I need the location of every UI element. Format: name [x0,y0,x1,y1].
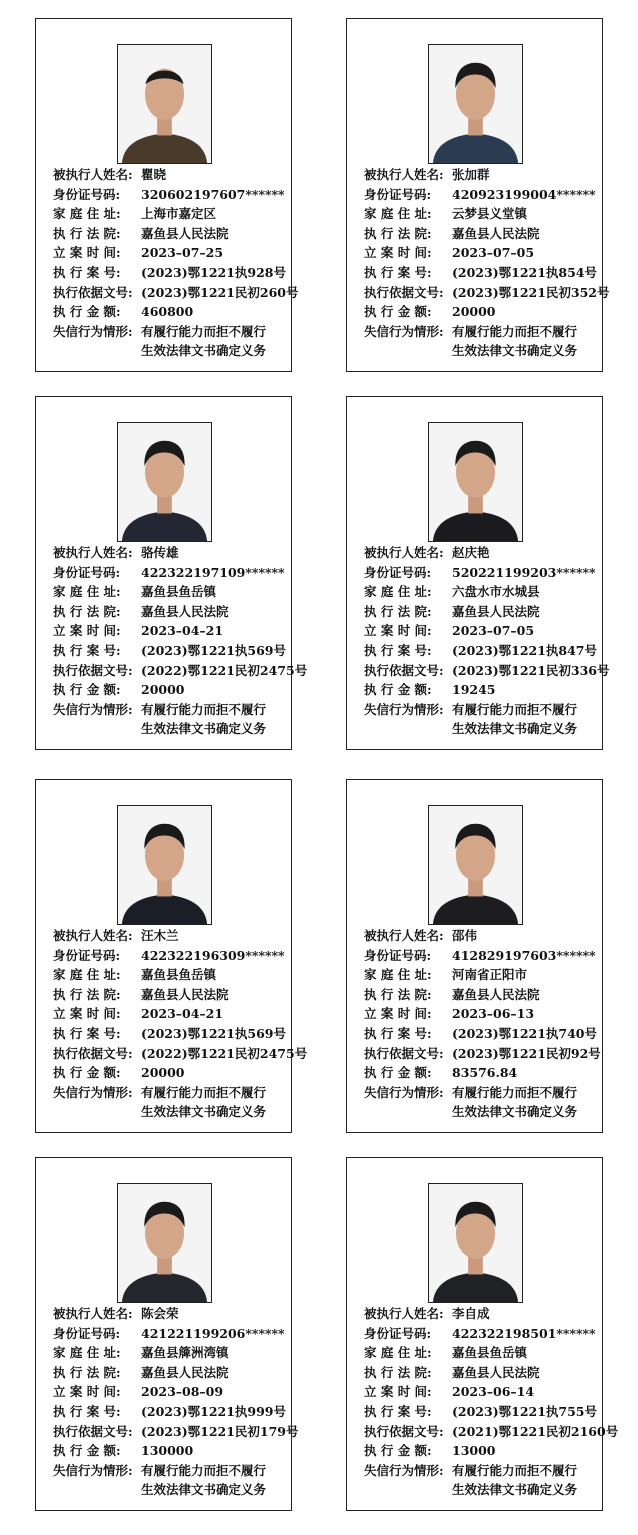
id-row [364,563,602,583]
behavior-row [53,700,291,720]
basis-number-label: 执行依据文号: [364,1423,444,1439]
name-label: 被执行人姓名: [53,545,133,560]
name-value: 骆传雄 [141,545,179,560]
filing-date-label: 立 案 时 间: [53,245,121,261]
basis-number-row [53,1422,299,1442]
amount-row [53,302,291,322]
id-value: 520221199203****** [452,564,596,580]
address-label: 家 庭 住 址: [53,584,121,600]
name-label: 被执行人姓名: [53,928,133,943]
id-value: 422322198501****** [452,1325,596,1341]
id-label: 身份证号码: [364,186,432,202]
basis-number-label: 执行依据文号: [53,662,133,678]
case-number-label: 执 行 案 号: [53,264,121,280]
name-label: 被执行人姓名: [364,167,444,182]
name-value: 张加群 [452,167,490,182]
debtor-card-8 [346,1157,619,1511]
address-row [364,582,602,602]
court-label: 执 行 法 院: [53,1364,121,1380]
filing-date-label: 立 案 时 间: [53,1384,121,1400]
amount-row [364,302,602,322]
behavior-row [364,1461,602,1481]
behavior-value-continued: 生效法律文书确定义务 [141,1104,267,1120]
basis-number-value: (2023)鄂1221民初260号 [141,284,299,300]
basis-number-row [364,283,610,303]
id-row [364,1324,602,1344]
court-label: 执 行 法 院: [364,603,432,619]
behavior-label: 失信行为情形: [364,323,444,339]
portrait-photo [428,805,523,925]
behavior-row [364,1083,602,1103]
id-label: 身份证号码: [53,564,121,580]
basis-number-row [53,1044,308,1064]
amount-row [364,680,602,700]
basis-number-label: 执行依据文号: [364,284,444,300]
id-label: 身份证号码: [53,947,121,963]
case-number-value: (2023)鄂1221执928号 [141,264,287,280]
filing-date-row [53,1382,291,1402]
case-number-label: 执 行 案 号: [364,1025,432,1041]
court-row [53,1363,291,1383]
amount-row [53,1063,291,1083]
portrait-photo [117,805,212,925]
filing-date-value: 2023–06–13 [452,1006,535,1022]
case-number-label: 执 行 案 号: [53,642,121,658]
filing-date-label: 立 案 时 间: [53,1006,121,1022]
portrait-photo [117,1183,212,1303]
amount-row [364,1063,602,1083]
case-number-value: (2023)鄂1221执740号 [452,1025,598,1041]
basis-number-row [53,283,299,303]
name-row [364,165,602,185]
address-label: 家 庭 住 址: [364,206,432,222]
case-number-label: 执 行 案 号: [53,1025,121,1041]
amount-value: 13000 [452,1443,496,1459]
behavior-row [53,1083,291,1103]
address-value: 上海市嘉定区 [141,206,217,222]
behavior-value: 有履行能力而拒不履行 [141,1462,267,1478]
behavior-value-continued: 生效法律文书确定义务 [141,343,267,359]
behavior-row [53,1461,291,1481]
portrait-photo [117,44,212,164]
basis-number-value: (2022)鄂1221民初2475号 [141,1045,308,1061]
case-number-row [53,641,291,661]
address-label: 家 庭 住 址: [53,1345,121,1361]
name-value: 李自成 [452,1306,490,1321]
court-row [53,602,291,622]
case-number-row [364,1402,602,1422]
id-row [53,563,291,583]
portrait-photo [428,44,523,164]
basis-number-value: (2023)鄂1221民初179号 [141,1423,299,1439]
basis-number-value: (2023)鄂1221民初352号 [452,284,610,300]
amount-label: 执 行 金 额: [364,304,432,320]
case-number-row [364,641,602,661]
address-row [364,1343,602,1363]
amount-label: 执 行 金 额: [53,1065,121,1081]
basis-number-row [364,1044,602,1064]
debtor-card-4 [346,396,610,750]
behavior-value-continued: 生效法律文书确定义务 [452,721,578,737]
court-value: 嘉鱼县人民法院 [141,225,229,241]
id-label: 身份证号码: [53,186,121,202]
id-value: 320602197607****** [141,186,285,202]
behavior-label: 失信行为情形: [364,1084,444,1100]
court-value: 嘉鱼县人民法院 [452,225,540,241]
name-value: 陈会荣 [141,1306,179,1321]
address-row [53,582,291,602]
filing-date-row [364,621,602,641]
filing-date-label: 立 案 时 间: [364,623,432,639]
person-silhouette-icon [118,806,211,924]
court-value: 嘉鱼县人民法院 [141,986,229,1002]
amount-value: 83576.84 [452,1065,518,1081]
basis-number-row [364,1422,619,1442]
address-label: 家 庭 住 址: [364,967,432,983]
filing-date-value: 2023–08–09 [141,1384,224,1400]
court-label: 执 行 法 院: [53,225,121,241]
address-row [53,965,291,985]
address-label: 家 庭 住 址: [364,584,432,600]
id-row [364,185,602,205]
case-number-label: 执 行 案 号: [364,264,432,280]
behavior-value-continued: 生效法律文书确定义务 [452,343,578,359]
basis-number-row [53,661,308,681]
filing-date-value: 2023–07–05 [452,623,535,639]
court-value: 嘉鱼县人民法院 [141,603,229,619]
basis-number-label: 执行依据文号: [364,662,444,678]
amount-label: 执 行 金 额: [53,682,121,698]
amount-value: 460800 [141,304,194,320]
amount-label: 执 行 金 额: [364,1443,432,1459]
court-row [364,1363,602,1383]
filing-date-row [53,1004,291,1024]
amount-label: 执 行 金 额: [364,1065,432,1081]
amount-row [53,680,291,700]
case-number-value: (2023)鄂1221执569号 [141,642,287,658]
filing-date-value: 2023–06–14 [452,1384,535,1400]
basis-number-row [364,661,610,681]
name-row [364,926,602,946]
basis-number-label: 执行依据文号: [364,1045,444,1061]
address-value: 六盘水市水城县 [452,584,540,600]
basis-number-label: 执行依据文号: [53,1045,133,1061]
person-silhouette-icon [429,806,522,924]
amount-label: 执 行 金 额: [53,304,121,320]
court-row [364,985,602,1005]
address-value: 云梦县义堂镇 [452,206,528,222]
court-value: 嘉鱼县人民法院 [452,603,540,619]
court-row [364,602,602,622]
filing-date-row [364,1004,602,1024]
address-row [364,204,602,224]
address-value: 嘉鱼县鱼岳镇 [452,1345,528,1361]
case-number-value: (2023)鄂1221执999号 [141,1403,287,1419]
filing-date-value: 2023–07–05 [452,245,535,261]
behavior-value-continued: 生效法律文书确定义务 [452,1104,578,1120]
court-value: 嘉鱼县人民法院 [141,1364,229,1380]
court-label: 执 行 法 院: [53,986,121,1002]
filing-date-value: 2023–04–21 [141,623,224,639]
id-row [53,185,291,205]
person-silhouette-icon [118,45,211,163]
name-label: 被执行人姓名: [53,167,133,182]
behavior-value: 有履行能力而拒不履行 [452,1462,578,1478]
portrait-photo [117,422,212,542]
behavior-value: 有履行能力而拒不履行 [141,1084,267,1100]
amount-label: 执 行 金 额: [364,682,432,698]
id-label: 身份证号码: [53,1325,121,1341]
behavior-row [364,700,602,720]
case-number-value: (2023)鄂1221执755号 [452,1403,598,1419]
address-value: 嘉鱼县鱼岳镇 [141,967,217,983]
filing-date-row [364,243,602,263]
behavior-value: 有履行能力而拒不履行 [452,701,578,717]
name-value: 邵伟 [452,928,478,943]
id-row [53,1324,291,1344]
name-label: 被执行人姓名: [364,545,444,560]
person-silhouette-icon [118,423,211,541]
portrait-photo [428,1183,523,1303]
debtor-card-6 [346,779,603,1133]
name-row [364,543,602,563]
name-row [364,1304,602,1324]
id-value: 420923199004****** [452,186,596,202]
portrait-photo [428,422,523,542]
behavior-value: 有履行能力而拒不履行 [141,323,267,339]
case-number-row [364,263,602,283]
person-silhouette-icon [429,45,522,163]
name-label: 被执行人姓名: [364,928,444,943]
name-value: 赵庆艳 [452,545,490,560]
amount-label: 执 行 金 额: [53,1443,121,1459]
debtor-card-1 [35,18,299,372]
name-label: 被执行人姓名: [364,1306,444,1321]
behavior-value: 有履行能力而拒不履行 [452,323,578,339]
filing-date-label: 立 案 时 间: [364,1384,432,1400]
person-silhouette-icon [429,1184,522,1302]
person-silhouette-icon [118,1184,211,1302]
basis-number-value: (2021)鄂1221民初2160号 [452,1423,619,1439]
court-label: 执 行 法 院: [364,225,432,241]
id-value: 422322196309****** [141,947,285,963]
amount-value: 20000 [452,304,496,320]
court-value: 嘉鱼县人民法院 [452,1364,540,1380]
filing-date-value: 2023–04–21 [141,1006,224,1022]
person-silhouette-icon [429,423,522,541]
behavior-label: 失信行为情形: [53,323,133,339]
behavior-value-continued: 生效法律文书确定义务 [141,721,267,737]
basis-number-label: 执行依据文号: [53,1423,133,1439]
debtor-card-7 [35,1157,299,1511]
basis-number-label: 执行依据文号: [53,284,133,300]
address-label: 家 庭 住 址: [53,967,121,983]
behavior-value-continued: 生效法律文书确定义务 [452,1482,578,1498]
case-number-value: (2023)鄂1221执854号 [452,264,598,280]
behavior-label: 失信行为情形: [364,1462,444,1478]
behavior-row [364,322,602,342]
debtor-card-3 [35,396,308,750]
behavior-value: 有履行能力而拒不履行 [141,701,267,717]
address-value: 嘉鱼县鱼岳镇 [141,584,217,600]
name-row [53,1304,291,1324]
amount-row [364,1441,602,1461]
filing-date-label: 立 案 时 间: [53,623,121,639]
court-row [364,224,602,244]
behavior-label: 失信行为情形: [53,701,133,717]
address-row [53,204,291,224]
case-number-row [364,1024,602,1044]
debtor-card-2 [346,18,610,372]
debtor-card-5 [35,779,308,1133]
filing-date-value: 2023–07–25 [141,245,224,261]
basis-number-value: (2023)鄂1221民初92号 [452,1045,601,1061]
case-number-value: (2023)鄂1221执847号 [452,642,598,658]
id-label: 身份证号码: [364,564,432,580]
behavior-label: 失信行为情形: [53,1084,133,1100]
case-number-row [53,263,291,283]
case-number-row [53,1024,291,1044]
filing-date-row [53,243,291,263]
court-value: 嘉鱼县人民法院 [452,986,540,1002]
name-row [53,543,291,563]
id-label: 身份证号码: [364,1325,432,1341]
amount-value: 20000 [141,682,185,698]
name-row [53,165,291,185]
id-value: 412829197603****** [452,947,596,963]
name-value: 瞿晓 [141,167,167,182]
filing-date-row [364,1382,602,1402]
basis-number-value: (2022)鄂1221民初2475号 [141,662,308,678]
id-value: 422322197109****** [141,564,285,580]
behavior-row [53,322,291,342]
id-row [364,946,602,966]
address-row [53,1343,291,1363]
court-label: 执 行 法 院: [53,603,121,619]
address-label: 家 庭 住 址: [364,1345,432,1361]
amount-value: 130000 [141,1443,194,1459]
case-number-label: 执 行 案 号: [364,642,432,658]
name-row [53,926,291,946]
id-row [53,946,291,966]
amount-value: 20000 [141,1065,185,1081]
behavior-label: 失信行为情形: [53,1462,133,1478]
case-number-label: 执 行 案 号: [53,1403,121,1419]
basis-number-value: (2023)鄂1221民初336号 [452,662,610,678]
id-value: 421221199206****** [141,1325,285,1341]
id-label: 身份证号码: [364,947,432,963]
court-row [53,985,291,1005]
behavior-value: 有履行能力而拒不履行 [452,1084,578,1100]
behavior-label: 失信行为情形: [364,701,444,717]
address-label: 家 庭 住 址: [53,206,121,222]
address-value: 嘉鱼县簰洲湾镇 [141,1345,229,1361]
amount-value: 19245 [452,682,496,698]
filing-date-label: 立 案 时 间: [364,1006,432,1022]
court-label: 执 行 法 院: [364,1364,432,1380]
filing-date-label: 立 案 时 间: [364,245,432,261]
case-number-row [53,1402,291,1422]
name-value: 汪木兰 [141,928,179,943]
case-number-value: (2023)鄂1221执569号 [141,1025,287,1041]
address-value: 河南省正阳市 [452,967,528,983]
case-number-label: 执 行 案 号: [364,1403,432,1419]
court-row [53,224,291,244]
behavior-value-continued: 生效法律文书确定义务 [141,1482,267,1498]
address-row [364,965,602,985]
filing-date-row [53,621,291,641]
amount-row [53,1441,291,1461]
name-label: 被执行人姓名: [53,1306,133,1321]
court-label: 执 行 法 院: [364,986,432,1002]
